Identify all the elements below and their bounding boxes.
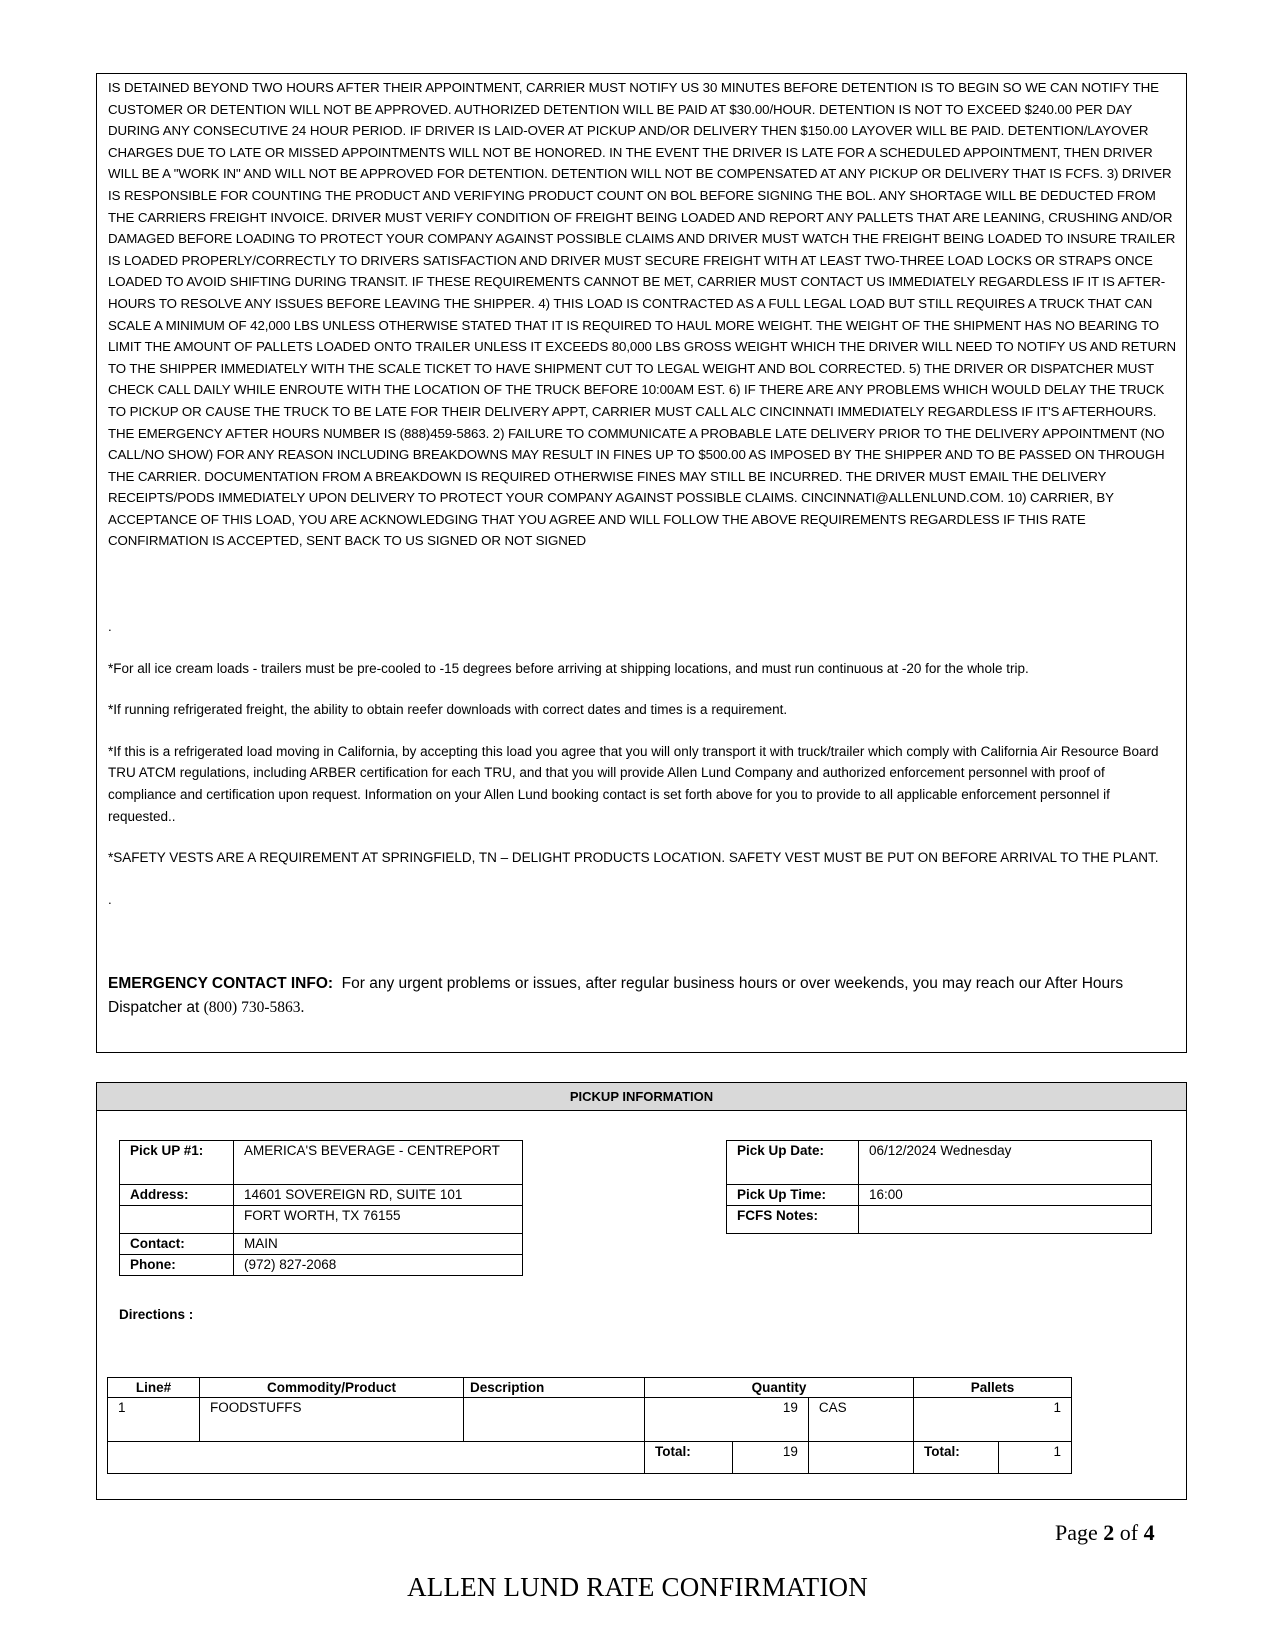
terms-section — [96, 73, 1187, 1053]
table-row — [108, 1398, 1072, 1442]
emergency-label: EMERGENCY CONTACT INFO: — [108, 975, 334, 993]
col-product: Commodity/Product — [200, 1378, 464, 1398]
emergency-contact — [108, 972, 1176, 1020]
ice-cream-note: *For all ice cream loads - trailers must be pre-cooled to -15 degrees before arriving at shipping locations, and must run continuous at -20 for the whole trip. — [108, 660, 1029, 676]
qty-total-blank — [808, 1442, 913, 1474]
directions-label: Directions : — [119, 1307, 194, 1322]
pickup-name: AMERICA'S BEVERAGE - CENTREPORT — [234, 1141, 523, 1185]
reefer-note: *If running refrigerated freight, the ability to obtain reefer downloads with correct dates and times is a requirement. — [108, 702, 788, 718]
row-description — [464, 1398, 645, 1442]
california-note: *If this is a refrigerated load moving in California, by accepting this load you agree that you will only transport it with truck/trailer which comply with California Air Resource Board TRU ATCM regulations, including ARBER certification for each TRU, and that you will provide Allen Lund Company and authorized enforcement personnel with proof of compliance and certification upon request. Information on your Allen Lund booking contact is set forth above for you to provide to all applicable enforcement personnel if requested.. — [108, 743, 1159, 824]
commodity-table — [107, 1377, 1072, 1474]
emergency-text: For any urgent problems or issues, after regular business hours or over weekends, you may reach our After Hours Dispatcher at — [108, 975, 1124, 1017]
address-label: Address: — [120, 1185, 234, 1206]
page-of: of — [1119, 1520, 1139, 1545]
separator-dot: . — [108, 891, 112, 907]
page-total: 4 — [1143, 1520, 1155, 1545]
pickup-label: Pick UP #1: — [120, 1141, 234, 1185]
pickup-header: PICKUP INFORMATION — [97, 1083, 1186, 1111]
pickup-time-label: Pick Up Time: — [727, 1185, 859, 1206]
terms-body: IS DETAINED BEYOND TWO HOURS AFTER THEIR APPOINTMENT, CARRIER MUST NOTIFY US 30 MINUTES BEFORE DETENTION IS TO BEGIN SO WE CAN NOTIFY THE CUSTOMER OR DETENTION WILL NOT BE APPROVED. AUTHORIZED DETENTION WILL BE PAID AT $30.00/HOUR. DETENTION IS NOT TO EXCEED $240.00 PER DAY DURING ANY CONSECUTIVE 24 HOUR PERIOD. IF DRIVER IS LAID-OVER AT PICKUP AND/OR DELIVERY THEN $150.00 LAYOVER WILL BE PAID. DETENTION/LAYOVER CHARGES DUE TO LATE OR MISSED APPOINTMENTS WILL NOT BE HONORED. IN THE EVENT THE DRIVER IS LATE FOR A SCHEDULED APPOINTMENT, THEN DRIVER WILL BE A "WORK IN" AND WILL NOT BE APPROVED FOR DETENTION. DETENTION WILL NOT BE COMPENSATED AT ANY PICKUP OR DELIVERY THAT IS FCFS. 3) DRIVER IS RESPONSIBLE FOR COUNTING THE PRODUCT AND VERIFYING PRODUCT COUNT ON BOL BEFORE SIGNING THE BOL. ANY SHORTAGE WILL BE DEDUCTED FROM THE CARRIERS FREIGHT INVOICE. DRIVER MUST VERIFY CONDITION OF FREIGHT BEING LOADED AND REPORT ANY PALLETS THAT ARE LEANING, CRUSHING AND/OR DAMAGED BEFORE LOADING TO PROTECT YOUR COMPANY AGAINST POSSIBLE CLAIMS AND DRIVER MUST WATCH THE FREIGHT BEING LOADED TO INSURE TRAILER IS LOADED PROPERLY/CORRECTLY TO DRIVERS SATISFACTION AND DRIVER MUST SECURE FREIGHT WITH AT LEAST TWO-THREE LOAD LOCKS OR STRAPS ONCE LOADED TO AVOID SHIFTING DURING TRANSIT. IF THESE REQUIREMENTS CANNOT BE MET, CARRIER MUST CONTACT US IMMEDIATELY REGARDLESS IF IT IS AFTER-HOURS TO RESOLVE ANY ISSUES BEFORE LEAVING THE SHIPPER. 4) THIS LOAD IS CONTRACTED AS A FULL LEGAL LOAD BUT STILL REQUIRES A TRUCK THAT CAN SCALE A MINIMUM OF 42,000 LBS UNLESS OTHERWISE STATED THAT IT IS REQUIRED TO HAUL MORE WEIGHT. THE WEIGHT OF THE SHIPMENT HAS NO BEARING TO LIMIT THE AMOUNT OF PALLETS LOADED ONTO TRAILER UNLESS IT EXCEEDS 80,000 LBS GROSS WEIGHT WHICH THE DRIVER WILL NEED TO NOTIFY US AND RETURN TO THE SHIPPER IMMEDIATELY WITH THE SCALE TICKET TO HAVE SHIPMENT CUT TO LEGAL WEIGHT AND BOL CORRECTED. 5) THE DRIVER OR DISPATCHER MUST CHECK CALL DAILY WHILE ENROUTE WITH THE LOCATION OF THE TRUCK BEFORE 10:00AM EST. 6) IF THERE ARE ANY PROBLEMS WHICH WOULD DELAY THE TRUCK TO PICKUP OR CAUSE THE TRUCK TO BE LATE FOR THEIR DELIVERY APPT, CARRIER MUST CALL ALC CINCINNATI IMMEDIATELY REGARDLESS IF IT'S AFTERHOURS. THE EMERGENCY AFTER HOURS NUMBER IS (888)459-5863. 2) FAILURE TO COMMUNICATE A PROBABLE LATE DELIVERY PRIOR TO THE DELIVERY APPOINTMENT (NO CALL/NO SHOW) FOR ANY REASON INCLUDING BREAKDOWNS MAY RESULT IN FINES UP TO $500.00 AS IMPOSED BY THE SHIPPER AND TO BE PASSED ON THROUGH THE CARRIER. DOCUMENTATION FROM A BREAKDOWN IS REQUIRED OTHERWISE FINES MAY STILL BE INCURRED. THE DRIVER MUST EMAIL THE DELIVERY RECEIPTS/PODS IMMEDIATELY UPON DELIVERY TO PROTECT YOUR COMPANY AGAINST POSSIBLE CLAIMS. CINCINNATI@ALLENLUND.COM. 10) CARRIER, BY ACCEPTANCE OF THIS LOAD, YOU ARE ACKNOWLEDGING THAT YOU AGREE AND WILL FOLLOW THE ABOVE REQUIREMENTS REGARDLESS IF THIS RATE CONFIRMATION IS ACCEPTED, SENT BACK TO US SIGNED OR NOT SIGNED — [108, 80, 1176, 549]
qty-total-label: Total: — [645, 1442, 733, 1474]
page-number — [1055, 1520, 1155, 1546]
document-title: ALLEN LUND RATE CONFIRMATION — [407, 1572, 868, 1602]
row-product: FOODSTUFFS — [200, 1398, 464, 1442]
address-line1: 14601 SOVEREIGN RD, SUITE 101 — [234, 1185, 523, 1206]
page-prefix: Page — [1055, 1520, 1098, 1545]
row-line: 1 — [108, 1398, 200, 1442]
fcfs-label: FCFS Notes: — [727, 1206, 859, 1234]
totals-blank — [108, 1442, 645, 1474]
col-description: Description — [464, 1378, 645, 1398]
separator-dot: . — [108, 619, 112, 635]
row-pallets: 1 — [914, 1398, 1072, 1442]
col-line: Line# — [108, 1378, 200, 1398]
safety-vest-note: *SAFETY VESTS ARE A REQUIREMENT AT SPRINGFIELD, TN – DELIGHT PRODUCTS LOCATION. SAFETY VEST MUST BE PUT ON BEFORE ARRIVAL TO THE PLANT. — [108, 850, 1159, 866]
phone-label: Phone: — [120, 1255, 234, 1276]
pickup-section — [96, 1082, 1187, 1500]
pickup-location-table — [119, 1140, 523, 1276]
row-qty: 19 — [645, 1398, 809, 1442]
col-pallets: Pallets — [914, 1378, 1072, 1398]
pallets-total-value: 1 — [998, 1442, 1071, 1474]
pickup-date-label: Pick Up Date: — [727, 1141, 859, 1185]
col-quantity: Quantity — [645, 1378, 914, 1398]
pickup-date-value: 06/12/2024 Wednesday — [859, 1141, 1152, 1185]
pickup-schedule-table — [726, 1140, 1152, 1234]
totals-row — [108, 1442, 1072, 1474]
qty-total-value: 19 — [733, 1442, 809, 1474]
address-line2: FORT WORTH, TX 76155 — [234, 1206, 523, 1234]
phone-value: (972) 827-2068 — [234, 1255, 523, 1276]
page-current: 2 — [1103, 1520, 1115, 1545]
address-blank — [120, 1206, 234, 1234]
pallets-total-label: Total: — [914, 1442, 999, 1474]
row-unit: CAS — [808, 1398, 913, 1442]
contact-value: MAIN — [234, 1234, 523, 1255]
fcfs-value — [859, 1206, 1152, 1234]
contact-label: Contact: — [120, 1234, 234, 1255]
pickup-time-value: 16:00 — [859, 1185, 1152, 1206]
emergency-phone: (800) 730-5863. — [203, 999, 305, 1017]
